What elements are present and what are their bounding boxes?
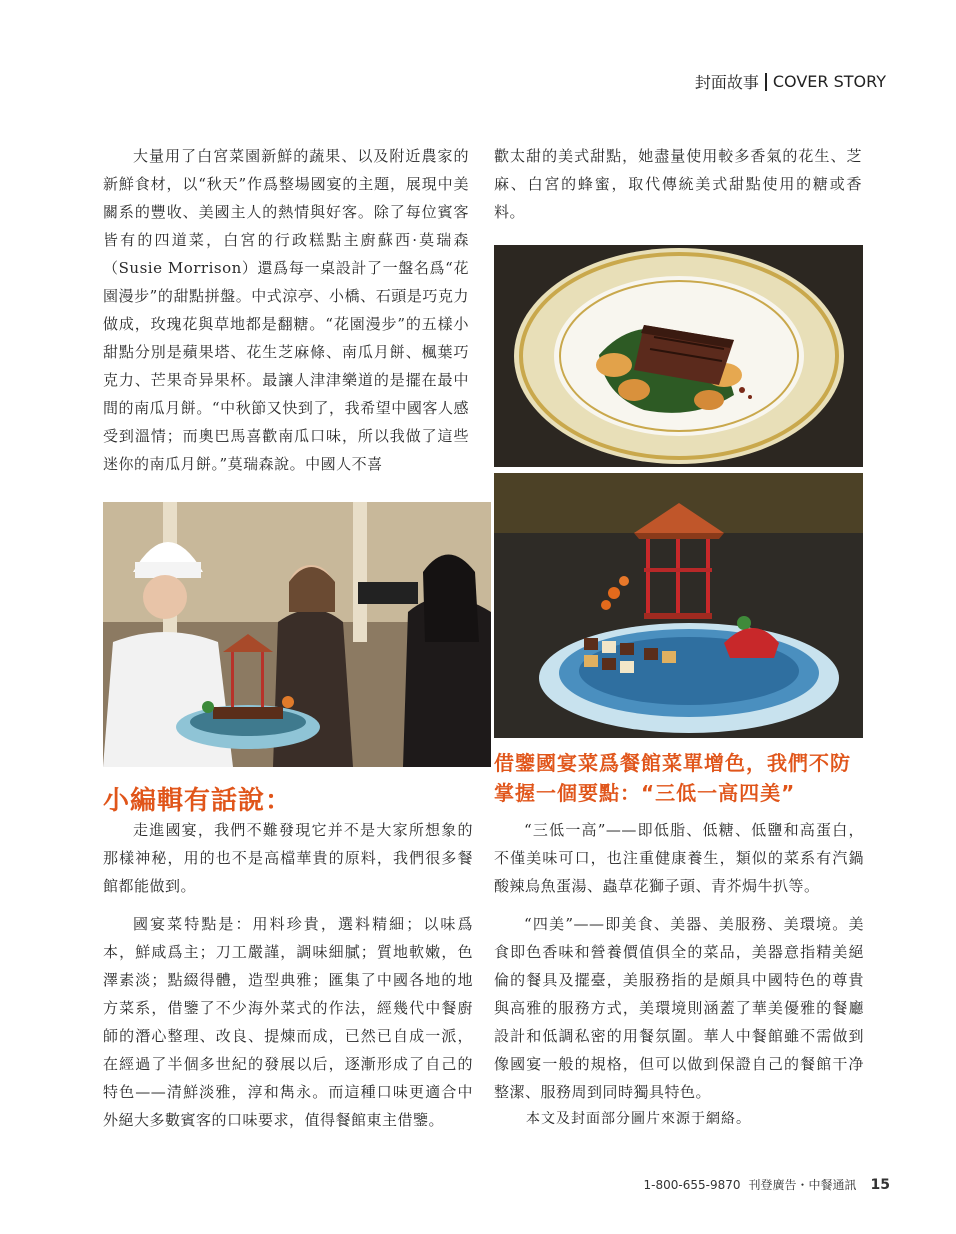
image-credit: 本文及封面部分圖片來源于網絡。	[526, 1111, 751, 1127]
article-column-right-top	[494, 142, 862, 226]
steak-dish-illustration	[494, 245, 863, 467]
page-number: 15	[870, 1177, 890, 1193]
section-title-en: COVER STORY	[772, 72, 886, 91]
article-paragraph: “四美”——即美食、美器、美服務、美環境。美食即色香味和營養價值俱全的菜品，美器意指精美絕倫的餐具及擺臺，美服務指的是頗具中國特色的尊貴與高雅的服務方式，美環境則涵蓋了華美優雅的餐廳設計和低調私密的用餐氛圍。華人中餐館雖不需做到像國宴一般的規格，但可以做到保證自己的餐館干净整潔、服務周到同時獨具特色。	[494, 915, 864, 1101]
article-paragraph: 國宴菜特點是：用料珍貴，選料精細；以味爲本，鮮咸爲主；刀工嚴謹，調味細膩；質地軟嫩，色澤素淡；點綴得體，造型典雅；匯集了中國各地的地方菜系，借鑒了不少海外菜式的作法，經幾代中餐廚師的潛心整理、改良、提煉而成，已然已自成一派，在經過了半個多世紀的發展以后，逐漸形成了自己的特色——清鮮淡雅，淳和雋永。而這種口味更適合中外絕大多數賓客的口味要求，值得餐館東主借鑒。	[103, 915, 473, 1129]
article-paragraph: 大量用了白宮菜園新鮮的蔬果、以及附近農家的新鮮食材，以“秋天”作爲整場國宴的主題，展現中美關系的豐收、美國主人的熱情與好客。除了每位賓客皆有的四道菜，白宮的行政糕點主廚蘇西·莫瑞森（Susie Morrison）還爲每一桌設計了一盤名爲“花園漫步”的甜點拼盤。中式涼亭、小橋、石頭是巧克力做成，玫瑰花與草地都是翻糖。“花園漫步”的五樣小甜點分別是蘋果塔、花生芝麻條、南瓜月餅、楓葉巧克力、芒果奇异果杯。最讓人津津樂道的是擺在最中間的南瓜月餅。“中秋節又快到了，我希望中國客人感受到溫情；而奧巴馬喜歡南瓜口味，所以我做了這些迷你的南瓜月餅。”莫瑞森說。中國人不喜	[103, 147, 469, 473]
page-footer	[644, 1176, 890, 1193]
photo-steak-dish	[494, 245, 863, 467]
tips-column	[494, 816, 864, 1106]
footer-label: 刊登廣告・中餐通訊	[748, 1178, 857, 1192]
article-paragraph: 走進國宴，我們不難發現它并不是大家所想象的那樣神秘，用的也不是高檔華貴的原料，我們很多餐館都能做到。	[103, 821, 473, 895]
photo-pavilion-dessert	[494, 473, 863, 738]
chef-dessert-illustration	[103, 502, 491, 767]
photo-chef-dessert	[103, 502, 491, 767]
editor-notes-heading: 小編輯有話說：	[103, 786, 293, 816]
header-divider	[765, 73, 767, 91]
section-title-cn: 封面故事	[694, 73, 759, 92]
article-paragraph: 歡太甜的美式甜點，她盡量使用較多香氣的花生、芝麻、白宮的蜂蜜，取代傳統美式甜點使用的糖或香料。	[494, 147, 862, 221]
article-column-left-top	[103, 142, 469, 478]
article-paragraph: “三低一高”——即低脂、低糖、低鹽和高蛋白，不僅美味可口，也注重健康養生，類似的菜系有汽鍋酸辣烏魚蛋湯、蟲草花獅子頭、青芥焗牛扒等。	[494, 821, 864, 895]
pavilion-dessert-illustration	[494, 473, 863, 738]
section-header	[695, 70, 886, 93]
footer-phone: 1-800-655-9870	[643, 1178, 741, 1192]
tips-heading: 借鑒國宴菜爲餐館菜單增色，我們不防掌握一個要點：“三低一高四美”	[494, 751, 851, 805]
editor-notes-column	[103, 816, 473, 1134]
